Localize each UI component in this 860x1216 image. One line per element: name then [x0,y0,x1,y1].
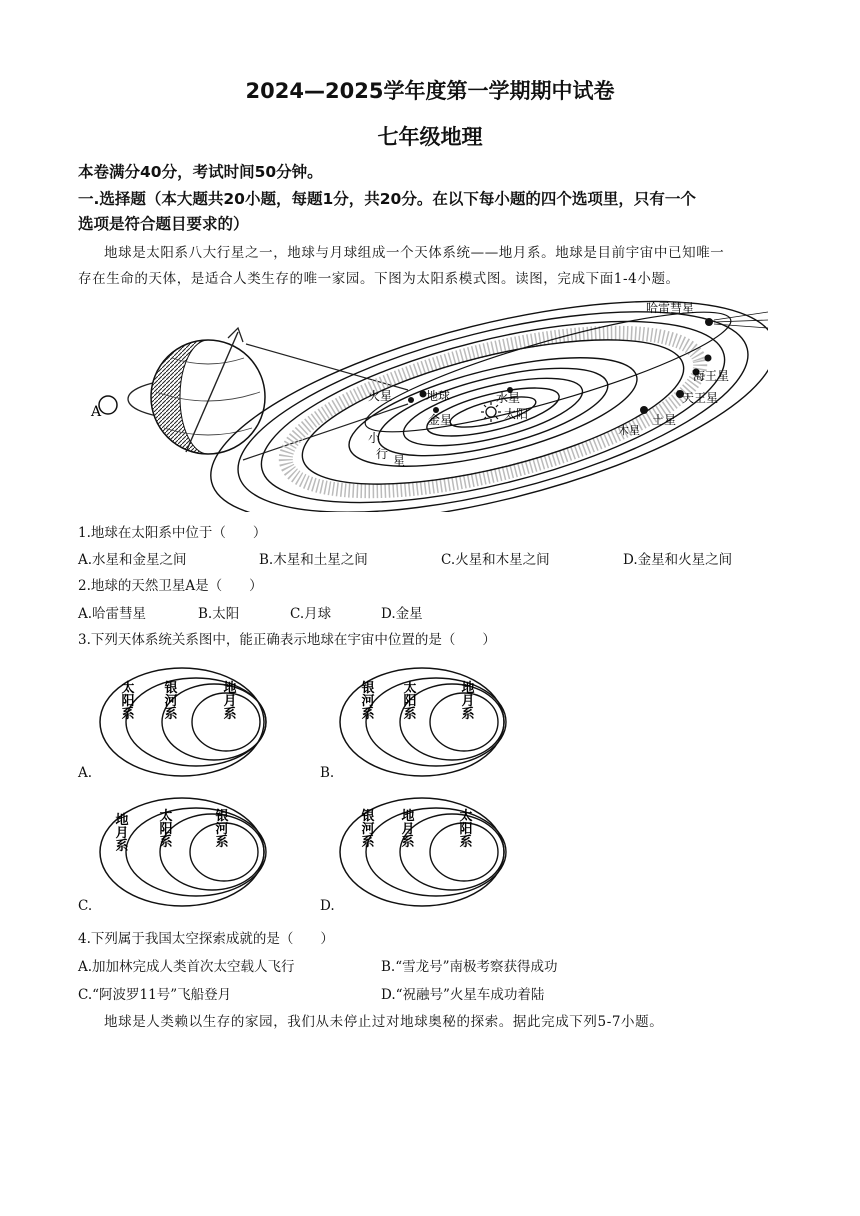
q4-option-a[interactable]: A.加加林完成人类首次太空载人飞行 [78,959,295,975]
q2-option-b[interactable]: B.太阳 [198,606,240,622]
score-line: 本卷满分40分，考试时间50分钟。 [78,163,323,181]
q3d-label-2: 地月系 [398,808,414,848]
q3a-label-3: 地月系 [220,680,236,720]
q1-option-c[interactable]: C.火星和木星之间 [441,552,550,568]
asteroid-label-3: 星 [393,454,406,468]
uranus-label: 天王星 [682,391,719,405]
sun-label: 太阳 [504,407,529,421]
asteroid-label-2: 行 [376,447,389,461]
q2-option-a[interactable]: A.哈雷彗星 [78,606,147,622]
section1-heading-line1: 一.选择题（本大题共20小题，每题1分，共20分。在以下每小题的四个选项里，只有一个 [78,190,696,208]
q3-option-c-letter[interactable]: C. [78,898,93,914]
exam-subtitle: 七年级地理 [377,125,483,149]
q1-option-d[interactable]: D.金星和火星之间 [623,552,733,568]
q4-option-c[interactable]: C.“阿波罗11号”飞船登月 [78,987,232,1003]
jupiter-label: 木星 [618,424,640,437]
q4-option-d[interactable]: D.“祝融号”火星车成功着陆 [381,987,545,1003]
passage2-line1: 地球是人类赖以生存的家园，我们从未停止过对地球奥秘的探索。据此完成下列5-7小题。 [104,1014,664,1030]
q1-option-b[interactable]: B.木星和土星之间 [259,552,368,568]
q3-diagram-a[interactable] [96,662,286,780]
q3c-label-3: 银河系 [212,808,228,848]
q3d-label-3: 太阳系 [456,808,472,848]
q4-option-b[interactable]: B.“雪龙号”南极考察获得成功 [381,959,558,975]
q3-option-b-letter[interactable]: B. [320,765,335,781]
q3-diagram-d[interactable] [336,790,526,910]
q1-stem: 1.地球在太阳系中位于（ ） [78,525,267,541]
passage1-line1: 地球是太阳系八大行星之一，地球与月球组成一个天体系统——地月系。地球是目前宇宙中已知唯一 [104,245,725,261]
q3-stem: 3.下列天体系统关系图中，能正确表示地球在宇宙中位置的是（ ） [78,632,496,648]
exam-title: 2024—2025学年度第一学期期中试卷 [245,79,615,103]
section1-heading-line2: 选项是符合题目要求的） [78,215,249,233]
q2-option-c[interactable]: C.月球 [290,606,332,622]
q3-diagram-c[interactable] [96,790,286,910]
asteroid-label-1: 小 [368,431,381,445]
q3c-label-2: 太阳系 [156,808,172,848]
passage1-line2: 存在生命的天体，是适合人类生存的唯一家园。下图为太阳系模式图。读图，完成下面1-4小题。 [78,271,680,287]
mercury-label: 水星 [496,391,521,405]
venus-label: 金星 [428,413,453,427]
halley-label: 哈雷彗星 [646,301,695,315]
q4-stem: 4.下列属于我国太空探索成就的是（ ） [78,931,334,947]
neptune-label: 海王星 [693,369,730,383]
q3b-label-2: 太阳系 [400,680,416,720]
q2-stem: 2.地球的天然卫星A是（ ） [78,578,263,594]
q2-option-d[interactable]: D.金星 [381,606,423,622]
earth-label: 地球 [426,389,451,403]
q3b-label-1: 银河系 [358,680,374,720]
moon-label: A [91,404,102,420]
q3a-label-2: 银河系 [161,680,177,720]
q3a-label-1: 太阳系 [118,680,134,720]
q3-diagram-b[interactable] [336,662,526,780]
q3b-label-3: 地月系 [458,680,474,720]
saturn-label: 土星 [652,413,677,427]
q3d-label-1: 银河系 [358,808,374,848]
q3-option-d-letter[interactable]: D. [320,898,335,914]
moon-icon [99,396,117,414]
q1-option-a[interactable]: A.水星和金星之间 [78,552,187,568]
q3c-label-1: 地月系 [112,812,128,852]
q3-option-a-letter[interactable]: A. [78,765,93,781]
mars-label: 火星 [368,389,393,403]
solar-system-diagram [78,292,768,512]
